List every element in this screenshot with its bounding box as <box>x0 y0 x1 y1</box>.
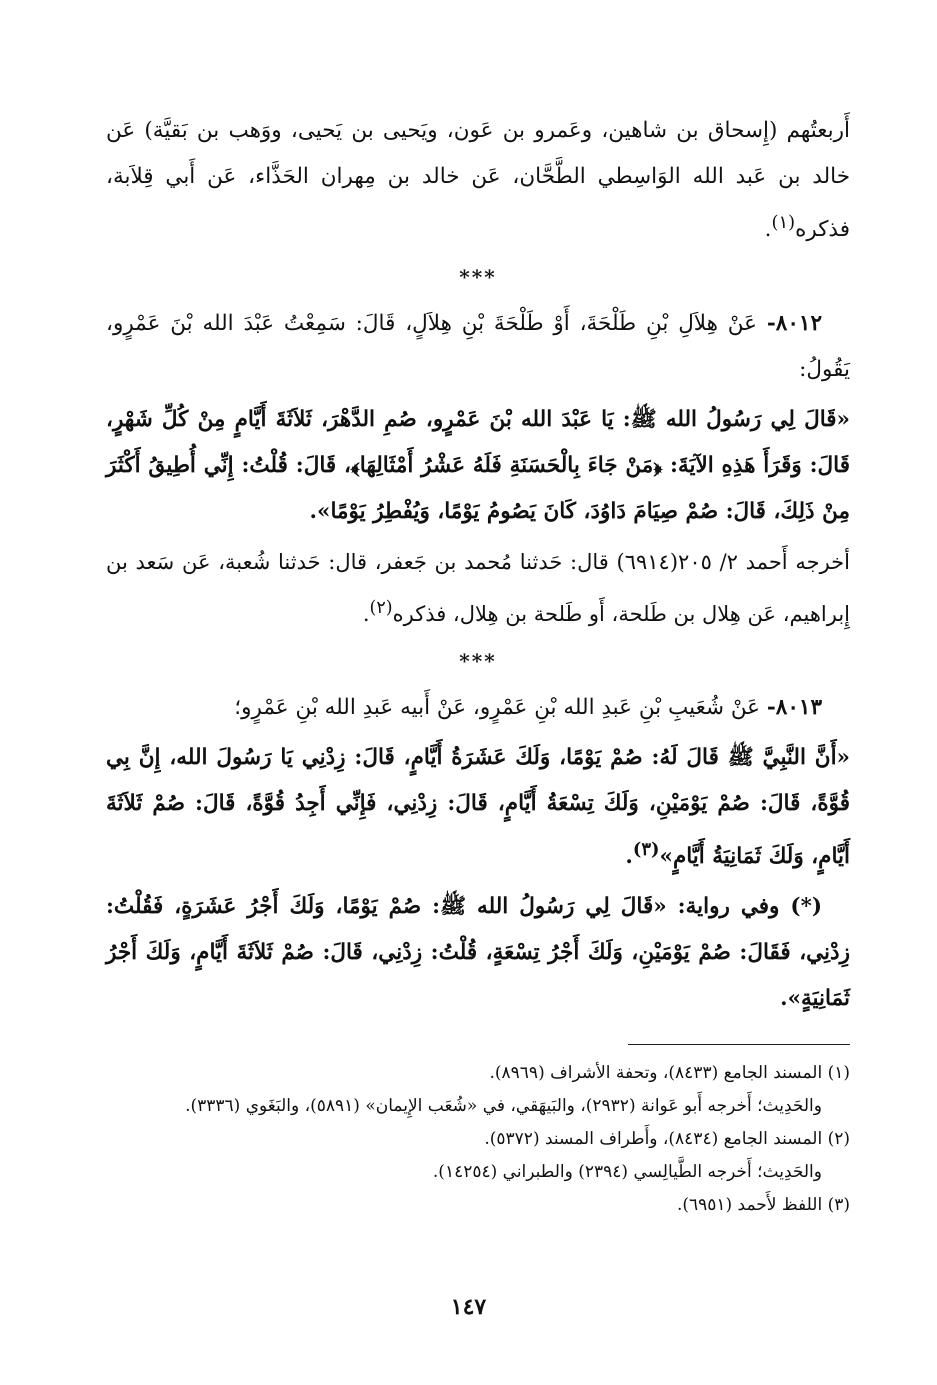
main-text <box>106 108 850 1022</box>
section-separator: *** <box>459 649 497 674</box>
hadith-8013-variant: (*) وفي رواية: «قَالَ لِي رَسُولُ الله ﷺ: صُمْ يَوْمًا، وَلَكَ أَجْرُ عَشَرَةٍ، فَقُلْتُ: زِدْنِي، فَقَالَ: صُمْ يَوْمَيْنِ، وَلَكَ أَجْرُ تِسْعَةٍ، قُلْتُ: زِدْنِي، قَالَ: صُمْ ثَلاَثَةَ أَيَّامٍ، وَلَكَ أَجْرُ ثَمَانِيَةٍ». <box>106 894 850 1012</box>
hadith-number: ٨٠١٣- <box>766 695 822 721</box>
section-separator: *** <box>459 265 497 290</box>
footnote-2: (٢) المسند الجامع (٨٤٣٤)، وأَطراف المسند (٥٣٧٢). <box>484 1129 850 1150</box>
page-number: ١٤٧ <box>450 1294 487 1320</box>
footnotes <box>106 1057 850 1222</box>
footnote-ref-2: (٢) <box>369 598 393 619</box>
hadith-8012-isnad: ٨٠١٢- عَنْ هِلاَلِ بْنِ طَلْحَةَ، أَوْ طَلْحَةَ بْنِ هِلاَلٍ، قَالَ: سَمِعْتُ عَبْدَ الله بْنَ عَمْرٍو، يَقُولُ: <box>106 311 850 383</box>
hadith-8013-isnad: ٨٠١٣- عَنْ شُعَيبِ بْنِ عَبدِ الله بْنِ عَمْرٍو، عَنْ أَبيه عَبدِ الله بْنِ عَمْرٍو؛ <box>234 695 822 721</box>
intro-text: أَربعتُهم (إِسحاق بن شاهين، وعَمرو بن عَون، ويَحيى بن يَحيى، ووَهب بن بَقيَّة) عَن خالد بن عَبد الله الوَاسِطي الطَّحَّان، عَن خالد بن مِهران الحَذَّاء، عَن أَبي قِلاَبة، فذكره <box>106 118 850 243</box>
intro-paragraph: أَربعتُهم (إِسحاق بن شاهين، وعَمرو بن عَون، ويَحيى بن يَحيى، ووَهب بن بَقيَّة) عَن خالد بن عَبد الله الوَاسِطي الطَّحَّان، عَن خالد بن مِهران الحَذَّاء، عَن أَبي قِلاَبة، فذكره$^{(١)}$. <box>106 118 850 243</box>
footnote-ref-3: (٣) <box>632 839 660 861</box>
footnote-2-continuation: والحَدِيث؛ أَخرجه الطَّيالِسي (٢٣٩٤) والطبراني (١٤٢٥٤). <box>432 1162 822 1183</box>
page-content <box>106 108 850 1222</box>
hadith-number: ٨٠١٢- <box>766 311 822 337</box>
footnote-divider <box>628 1044 850 1045</box>
footnote-ref-1: (١) <box>771 212 796 233</box>
footnote-1-continuation: والحَدِيث؛ أَخرجه أَبو عَوانة (٢٩٣٢)، والبَيهَقي، في «شُعَب الإِيمان» (٥٨٩١)، والبَغَوي (٣٣٣٦). <box>185 1096 822 1117</box>
footnote-3: (٣) اللفظ لأَحمد (٦٩٥١). <box>676 1195 850 1216</box>
hadith-8013-matn: «أَنَّ النَّبِيَّ ﷺ قَالَ لَهُ: صُمْ يَوْمًا، وَلَكَ عَشَرَةُ أَيَّامٍ، قَالَ: زِدْنِي يَا رَسُولَ الله، إِنَّ بِي قُوَّةً، قَالَ: صُمْ يَوْمَيْنِ، وَلَكَ تِسْعَةُ أَيَّامٍ، قَالَ: زِدْنِي، فَإِنِّي أَجِدُ قُوَّةً، قَالَ: صُمْ ثَلاَثَةَ أَيَّامٍ، وَلَكَ ثَمَانِيَةُ أَيَّامٍ»$^{(٣)}$. <box>106 745 850 870</box>
hadith-8012-takhrij: أخرجه أَحمد ٢/ ٢٠٥(٦٩١٤) قال: حَدثنا مُحمد بن جَعفر، قال: حَدثنا شُعبة، عَن سَعد بن إِبراهيم، عَن هِلال بن طَلحة، أَو طَلحة بن هِلال، فذكره$^{(٢)}$. <box>106 550 850 627</box>
footnote-1: (١) المسند الجامع (٨٤٣٣)، وتحفة الأشراف (٨٩٦٩). <box>489 1063 850 1084</box>
hadith-8012-matn: «قَالَ لِي رَسُولُ الله ﷺ: يَا عَبْدَ الله بْنَ عَمْرٍو، صُمِ الدَّهْرَ، ثَلاَثَةَ أَيَّامٍ مِنْ كُلِّ شَهْرٍ، قَالَ: وَقَرَأَ هَذِهِ الآيَةَ: ﴿مَنْ جَاءَ بِالْحَسَنَةِ فَلَهُ عَشْرُ أَمْثَالِهَا﴾، قَالَ: قُلْتُ: إِنِّي أُطِيقُ أَكْثَرَ مِنْ ذَلِكَ، قَالَ: صُمْ صِيَامَ دَاوُدَ، كَانَ يَصُومُ يَوْمًا، وَيُفْطِرُ يَوْمًا». <box>106 407 850 525</box>
